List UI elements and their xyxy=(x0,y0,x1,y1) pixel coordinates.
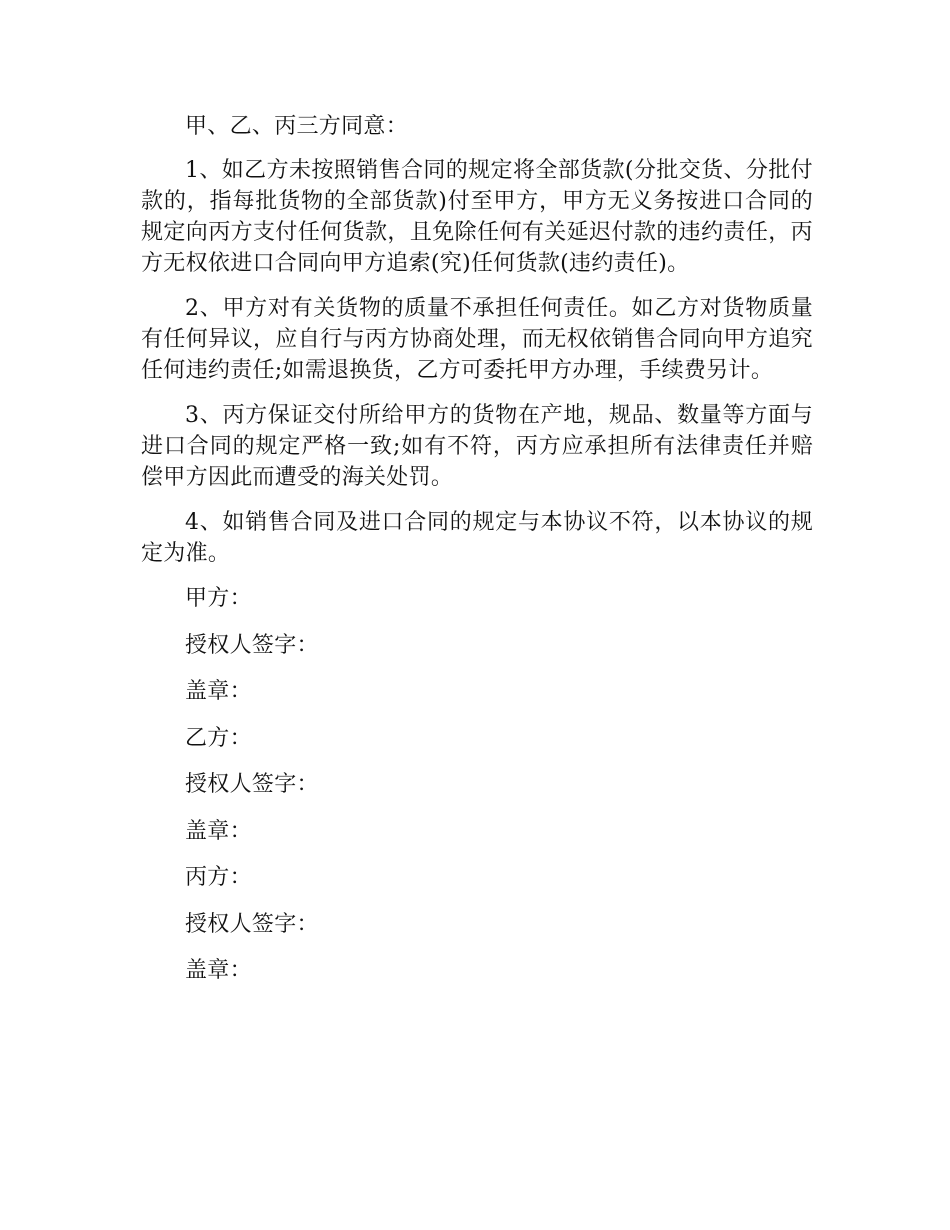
intro-text: 甲、乙、丙三方同意： xyxy=(185,114,409,139)
party-c-label: 丙方： xyxy=(185,865,252,890)
clause-2: 2、甲方对有关货物的质量不承担任何责任。如乙方对货物质量有任何异议，应自行与丙方协商处理，而无权依销售合同向甲方追究任何违约责任;如需退换货，乙方可委托甲方办理，手续费另计。 xyxy=(141,296,813,383)
party-c-authorized-signature: 授权人签字： xyxy=(185,911,319,937)
party-b-authorized-signature: 授权人签字： xyxy=(185,772,319,797)
party-c-seal: 盖章： xyxy=(185,958,252,983)
party-a-label: 甲方： xyxy=(185,586,252,611)
party-a-authorized-signature: 授权人签字： xyxy=(185,632,319,658)
clause-1: 1、如乙方未按照销售合同的规定将全部货款(分批交货、分批付款的，指每批货物的全部货款)付至甲方，甲方无义务按进口合同的规定向丙方支付任何货款，且免除任何有关延迟付款的违约责任，丙方无权依进口合同向甲方追索(究)任何货款(违约责任)。 xyxy=(141,158,813,276)
clause-4: 4、如销售合同及进口合同的规定与本协议不符，以本协议的规定为准。 xyxy=(141,510,813,566)
document-body xyxy=(141,111,813,1002)
party-b-seal: 盖章： xyxy=(185,818,252,844)
clause-3: 3、丙方保证交付所给甲方的货物在产地，规品、数量等方面与进口合同的规定严格一致;如有不符，丙方应承担所有法律责任并赔偿甲方因此而遭受的海关处罚。 xyxy=(141,403,813,490)
party-a-seal: 盖章： xyxy=(185,679,252,704)
signature-block xyxy=(141,583,813,1002)
party-b-label: 乙方： xyxy=(185,725,252,751)
